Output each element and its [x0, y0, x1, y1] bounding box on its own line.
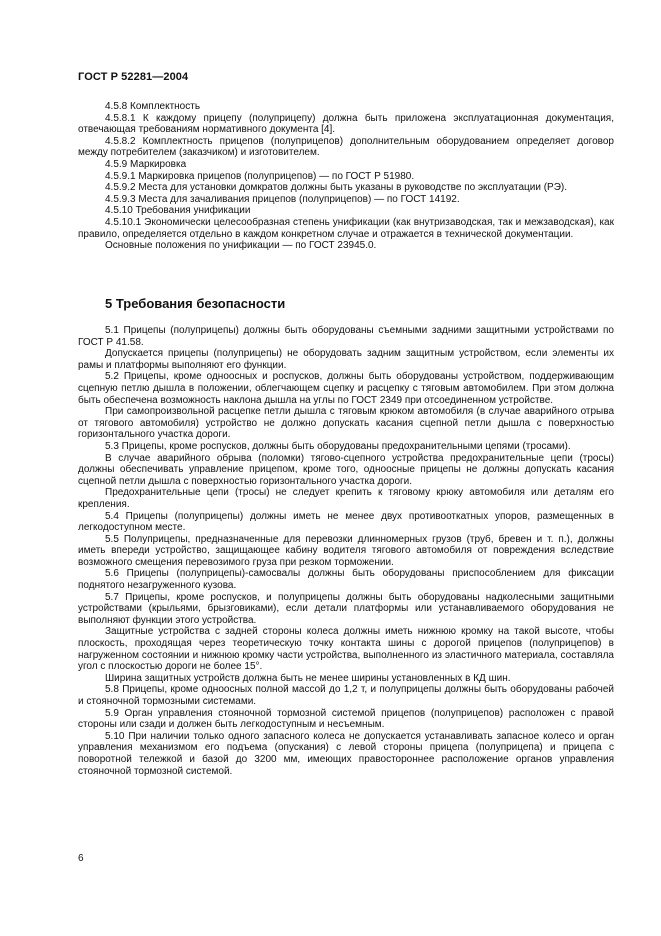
- paragraph: 4.5.9.1 Маркировка прицепов (полуприцепов) — по ГОСТ Р 51980.: [105, 170, 415, 182]
- paragraph: 4.5.9.2 Места для установки домкратов должны быть указаны в руководстве по эксплуатации (РЭ).: [105, 182, 568, 194]
- paragraph: 5.10 При наличии только одного запасного колеса не допускается устанавливать запасное колесо и орган управления механизмом его подъема (опускания) с левой стороны прицепа (полуприцепа) и прицепа с поворотной тележкой и базой до 3200 мм, имеющих правостороннее расположение органов управления стояночной тормозной системой.: [78, 730, 614, 777]
- paragraph: Защитные устройства с задней стороны колеса должны иметь нижнюю кромку на такой высоте, чтобы плоскость, проходящая через теоретическую точку контакта шины с дорогой прицепов (полуприцепов) в нагруженном состоянии и нижнюю кромку части устройства, выполненного из эластичного материала, составляла угол с плоскостью дороги не более 15°.: [78, 626, 614, 673]
- paragraph: 5.5 Полуприцепы, предназначенные для перевозки длинномерных грузов (труб, бревен и т. п.), должны иметь впереди устройство, защищающее кабину водителя тягового автомобиля от повреждения вследствие возможного смещения перевозимого груза при резком торможении.: [78, 533, 614, 568]
- paragraph: 4.5.9.3 Места для зачаливания прицепов (полуприцепов) — по ГОСТ 14192.: [105, 193, 460, 205]
- paragraph: 5.4 Прицепы (полуприцепы) должны иметь не менее двух противооткатных упоров, размещенных в легкодоступном месте.: [78, 510, 614, 534]
- paragraph: Предохранительные цепи (тросы) не следует крепить к тяговому крюку автомобиля или деталям его крепления.: [78, 487, 614, 510]
- paragraph: 4.5.10 Требования унификации: [105, 205, 251, 217]
- paragraph: 5.6 Прицепы (полуприцепы)-самосвалы должны быть оборудованы приспособлением для фиксации поднятого незагруженного кузова.: [78, 568, 614, 592]
- paragraph: 5.1 Прицепы (полуприцепы) должны быть оборудованы съемными задними защитными устройствами по ГОСТ Р 41.58.: [78, 325, 614, 348]
- paragraph: При самопроизвольной расцепке петли дышла с тяговым крюком автомобиля (в случае аварийного отрыва от тягового автомобиля) устройство не должно допускать касания сцепной петли дышла с поверхностью горизонтального участка дороги.: [78, 406, 614, 441]
- paragraph: 4.5.10.1 Экономически целесообразная степень унификации (как внутризаводская, так и межзаводская), как правило, определяется отдельно в каждом конкретном случае и отражается в технической документации.: [78, 216, 614, 240]
- paragraph: В случае аварийного обрыва (поломки) тягово-сцепного устройства предохранительные цепи (тросы) должны обеспечивать управление прицепом, кроме того, одноосные прицепы не должны допускать касания сцепной петли дышла с поверхностью горизонтального участка дороги.: [78, 452, 614, 487]
- paragraph: 4.5.8.1 К каждому прицепу (полуприцепу) должна быть приложена эксплуатационная документация, отвечающая требованиям нормативного документа [4].: [78, 112, 614, 136]
- section-4-content: [78, 101, 614, 252]
- paragraph: 5.7 Прицепы, кроме роспусков, и полуприцепы должны быть оборудованы надколесными защитными устройствами (крыльями, брызговиками), если детали платформы или устанавливаемого оборудования не выполняют функции этого устройства.: [78, 591, 614, 626]
- paragraph: Допускается прицепы (полуприцепы) не оборудовать задним защитным устройством, если элементы их рамы и платформы выполняют его функции.: [78, 348, 614, 371]
- paragraph: 5.9 Орган управления стояночной тормозной системой прицепов (полуприцепов) расположен с правой стороны или сзади и должен быть легкодоступным и несъемным.: [78, 707, 614, 731]
- section-5-heading: 5 Требования безопасности: [105, 296, 286, 311]
- paragraph: Основные положения по унификации — по ГОСТ 23945.0.: [105, 240, 377, 252]
- paragraph: 5.2 Прицепы, кроме одноосных и роспусков, должны быть оборудованы устройством, поддерживающим сцепную петлю дышла в положении, облегчающем сцепку и расцепку с тяговым автомобилем. При этом должна быть обеспечена возможность наклона дышла на углы по ГОСТ 2349 при отсоединенном устройстве.: [78, 371, 614, 406]
- paragraph: 4.5.8.2 Комплектность прицепов (полуприцепов) дополнительным оборудованием определяет договор между потребителем (заказчиком) и изготовителем.: [78, 135, 614, 159]
- section-5-content: [78, 325, 614, 777]
- paragraph: 4.5.8 Комплектность: [105, 101, 201, 112]
- document-header: ГОСТ Р 52281—2004: [78, 71, 189, 83]
- page-number: 6: [78, 853, 84, 864]
- paragraph: 5.8 Прицепы, кроме одноосных полной массой до 1,2 т, и полуприцепы должны быть оборудованы рабочей и стояночной тормозными системами.: [78, 684, 614, 707]
- paragraph: Ширина защитных устройств должна быть не менее ширины установленных в КД шин.: [105, 672, 511, 684]
- paragraph: 4.5.9 Маркировка: [105, 158, 187, 170]
- paragraph: 5.3 Прицепы, кроме роспусков, должны быть оборудованы предохранительными цепями (тросами).: [105, 440, 571, 452]
